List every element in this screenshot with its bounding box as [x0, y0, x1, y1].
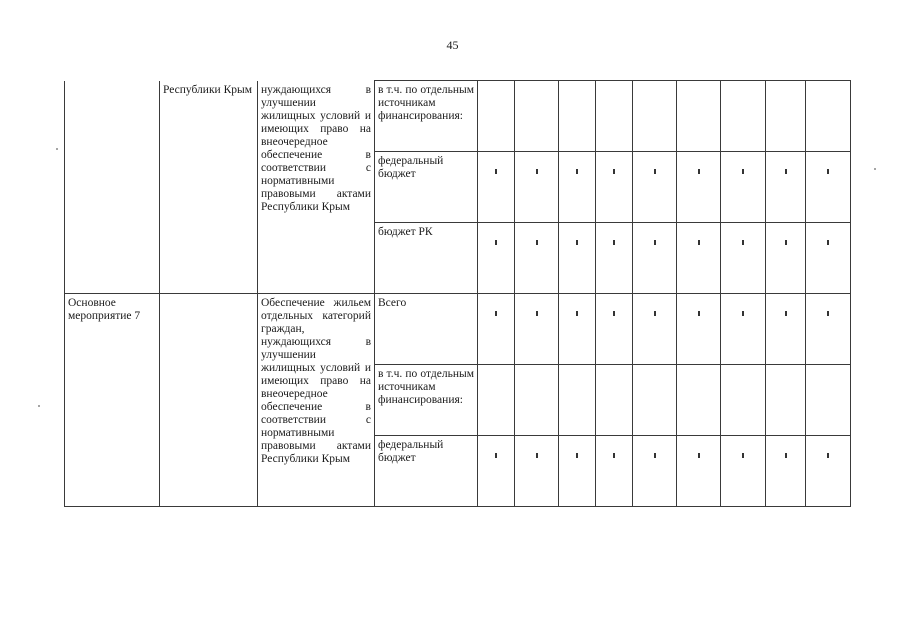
- value-cell: [596, 223, 633, 294]
- dash-mark: [495, 240, 497, 245]
- dash-mark: [536, 169, 538, 174]
- dash-mark: [536, 453, 538, 458]
- budget-table: [64, 80, 851, 507]
- dash-mark: [613, 311, 615, 316]
- value-cell: [559, 436, 596, 507]
- funding-source-cell: в т.ч. по отдельным источникам финансирования:: [375, 365, 478, 436]
- value-cell: [766, 365, 806, 436]
- value-cell: [559, 365, 596, 436]
- description-cell: Обеспечение жильем отдельных категорий граждан, нуждающихся в улучшении жилищных условий и имеющих право на внеочередное обеспечение в соответствии с нормативными правовыми актами Республики Крым: [258, 294, 375, 507]
- value-cell: [721, 294, 766, 365]
- dash-mark: [698, 453, 700, 458]
- event-cell: Основное мероприятие 7: [65, 294, 160, 507]
- value-cell: [478, 223, 515, 294]
- value-cell: [677, 294, 721, 365]
- dash-mark: [613, 169, 615, 174]
- value-cell: [766, 294, 806, 365]
- value-cell: [677, 152, 721, 223]
- dash-mark: [576, 453, 578, 458]
- value-cell: [766, 223, 806, 294]
- dash-mark: [827, 453, 829, 458]
- dash-mark: [698, 240, 700, 245]
- funding-source-cell: Всего: [375, 294, 478, 365]
- value-cell: [596, 436, 633, 507]
- executor-cell: Республики Крым: [160, 81, 258, 294]
- value-cell: [633, 365, 677, 436]
- dash-mark: [495, 453, 497, 458]
- dash-mark: [742, 311, 744, 316]
- value-cell: [596, 365, 633, 436]
- value-cell: [596, 294, 633, 365]
- dash-mark: [495, 311, 497, 316]
- value-cell: [806, 81, 851, 152]
- value-cell: [633, 152, 677, 223]
- scan-speck: [874, 168, 876, 170]
- dash-mark: [742, 240, 744, 245]
- value-cell: [766, 152, 806, 223]
- dash-mark: [785, 169, 787, 174]
- value-cell: [806, 152, 851, 223]
- value-cell: [806, 294, 851, 365]
- dash-mark: [698, 169, 700, 174]
- value-cell: [677, 365, 721, 436]
- funding-source-cell: бюджет РК: [375, 223, 478, 294]
- value-cell: [515, 294, 559, 365]
- dash-mark: [742, 169, 744, 174]
- value-cell: [766, 436, 806, 507]
- funding-source-cell: в т.ч. по отдельным источникам финансирования:: [375, 81, 478, 152]
- value-cell: [596, 152, 633, 223]
- value-cell: [766, 81, 806, 152]
- description-cell: нуждающихся в улучшении жилищных условий и имеющих право на внеочередное обеспечение в соответствии с нормативными правовыми актами Республики Крым: [258, 81, 375, 294]
- value-cell: [677, 223, 721, 294]
- value-cell: [596, 81, 633, 152]
- scan-speck: [38, 405, 40, 407]
- dash-mark: [576, 169, 578, 174]
- funding-source-cell: федеральный бюджет: [375, 436, 478, 507]
- event-cell: [65, 81, 160, 294]
- value-cell: [515, 365, 559, 436]
- value-cell: [559, 152, 596, 223]
- executor-cell: [160, 294, 258, 507]
- value-cell: [633, 81, 677, 152]
- value-cell: [478, 294, 515, 365]
- dash-mark: [698, 311, 700, 316]
- dash-mark: [495, 169, 497, 174]
- dash-mark: [785, 240, 787, 245]
- value-cell: [478, 436, 515, 507]
- dash-mark: [536, 311, 538, 316]
- value-cell: [633, 223, 677, 294]
- value-cell: [559, 294, 596, 365]
- dash-mark: [654, 311, 656, 316]
- value-cell: [721, 152, 766, 223]
- dash-mark: [827, 311, 829, 316]
- dash-mark: [613, 240, 615, 245]
- value-cell: [677, 436, 721, 507]
- dash-mark: [576, 311, 578, 316]
- dash-mark: [654, 240, 656, 245]
- value-cell: [677, 81, 721, 152]
- value-cell: [633, 436, 677, 507]
- value-cell: [633, 294, 677, 365]
- dash-mark: [613, 453, 615, 458]
- value-cell: [478, 152, 515, 223]
- value-cell: [806, 223, 851, 294]
- value-cell: [515, 223, 559, 294]
- value-cell: [478, 365, 515, 436]
- value-cell: [559, 81, 596, 152]
- value-cell: [515, 152, 559, 223]
- value-cell: [721, 81, 766, 152]
- value-cell: [806, 365, 851, 436]
- value-cell: [559, 223, 596, 294]
- value-cell: [515, 436, 559, 507]
- funding-source-cell: федеральный бюджет: [375, 152, 478, 223]
- dash-mark: [827, 240, 829, 245]
- table-row: [65, 294, 851, 365]
- dash-mark: [785, 311, 787, 316]
- page-number: 45: [446, 38, 459, 52]
- value-cell: [721, 436, 766, 507]
- scan-speck: [56, 148, 58, 150]
- dash-mark: [827, 169, 829, 174]
- dash-mark: [654, 169, 656, 174]
- value-cell: [721, 365, 766, 436]
- value-cell: [478, 81, 515, 152]
- value-cell: [721, 223, 766, 294]
- dash-mark: [576, 240, 578, 245]
- value-cell: [515, 81, 559, 152]
- dash-mark: [536, 240, 538, 245]
- dash-mark: [742, 453, 744, 458]
- dash-mark: [654, 453, 656, 458]
- dash-mark: [785, 453, 787, 458]
- value-cell: [806, 436, 851, 507]
- table-row: [65, 81, 851, 152]
